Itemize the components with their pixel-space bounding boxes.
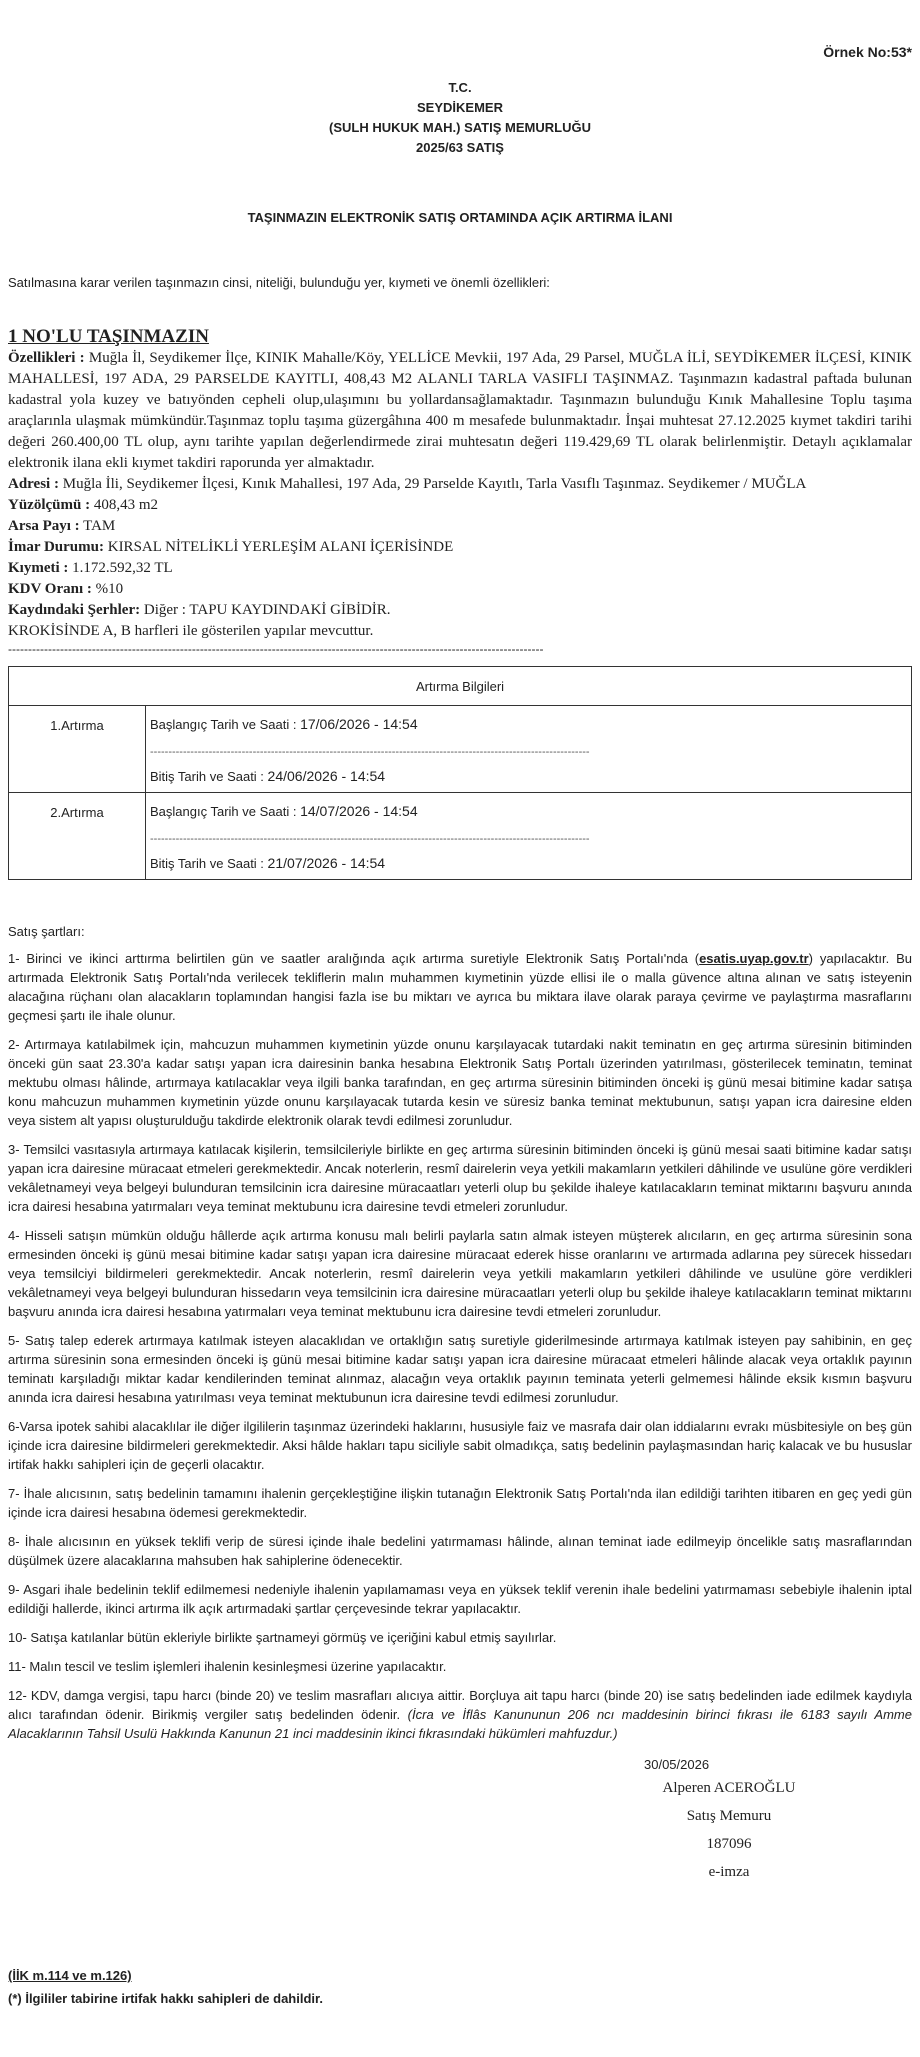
signer-sicil: 187096 bbox=[706, 1836, 752, 1852]
sart-10: 10- Satışa katılanlar bütün ekleriyle birlikte şartnameyi görmüş ve içeriğini kabul etmiş sayılırlar. bbox=[8, 1630, 557, 1645]
sart-6: 6-Varsa ipotek sahibi alacaklılar ile diğer ilgililerin taşınmaz üzerindeki haklarını, hususiyle faiz ve masrafa dair olan iddialarını evrakı müsbitesiyle on beş gün içinde icra dairesine bildirmeleri gerekmektedir. Aksi hâlde hakları tapu siciliyle sabit olmadıkça, satış bedelinin paylaşmasından hariç kalacak ve bu hususlar irtifak hakkı sahipleri için de geçerli olacaktır. bbox=[8, 1419, 912, 1472]
serhler-value: Diğer : TAPU KAYDINDAKİ GİBİDİR. bbox=[143, 602, 391, 618]
ozellikler-paragraph bbox=[8, 348, 912, 474]
sart-9: 9- Asgari ihale bedelinin teklif edilmemesi nedeniyle ihalenin yapılamaması veya en yüksek teklif verenin ihale bedelini yatırmaması sebebiyle ihalenin iptal edildiği hallerde, ikinci artırma ilk açık artırmadaki şartlar çerçevesinde tekrar yapılacaktır. bbox=[8, 1582, 912, 1616]
header-office: (SULH HUKUK MAH.) SATIŞ MEMURLUĞU bbox=[329, 120, 591, 135]
table-row bbox=[9, 793, 912, 880]
signature-date: 30/05/2026 bbox=[644, 1757, 710, 1772]
kdv-label: KDV Oranı : bbox=[8, 581, 92, 597]
document-page bbox=[8, 0, 912, 2006]
adres-line bbox=[8, 474, 912, 495]
serhler-line bbox=[8, 600, 912, 621]
imar-line bbox=[8, 537, 912, 558]
artirma-name: 1.Artırma bbox=[9, 706, 146, 793]
kdv-value: %10 bbox=[95, 581, 124, 597]
arsa-payi-value: TAM bbox=[83, 518, 116, 534]
bitis-row bbox=[150, 855, 907, 871]
baslangic-row bbox=[150, 803, 907, 819]
sart-5: 5- Satış talep ederek artırmaya katılmak isteyen alacaklıdan ve ortaklığın satış suretiyle giderilmesinde artırmaya katılmak isteyen pay sahibinin, en geç artırma süresinin sona ermesinden önceki iş günü mesai bitimine kadar satışı yapan icra dairesine müracaat etmeleri hâlinde alacak veya ortaklık payının teminatı karşıladığı miktar kadar kendilerinden teminat alınmaz, alacağın veya ortaklık payının teminata yeterli gelmemesi hâlinde eksik kısmın başvuru anında icra dairesi hesabına yatırılması veya teminat mektubunun icra dairesine tevdi edilmesi zorunludur. bbox=[8, 1333, 912, 1405]
artirma-name: 2.Artırma bbox=[9, 793, 146, 880]
artirma-table bbox=[8, 666, 912, 880]
ozellikler-text: Muğla İl, Seydikemer İlçe, KINIK Mahalle/Köy, YELLİCE Mevkii, 197 Ada, 29 Parsel, MUĞLA İLİ, SEYDİKEMER İLÇESİ, KINIK MAHALLESİ, 197 ADA, 29 PARSELDE KAYITLI, 408,43 M2 ALANLI TARLA VASIFLI TAŞINMAZ. Taşınmazın kadastral paftada bulunan kadastral yola kuzey ve batıyönden cepheli olup,ulaşımını bu yollardansağlamaktadır. Taşınmazın bulunduğu Kınık Mahallesine Toplu taşıma araçlarınla ulaşmak mümkündür.Taşınmaz toplu taşıma güzergâhına 400 m mesafede bulunmaktadır. İnşai muhtesat 27.12.2025 kıymet takdiri tarihi değeri 260.400,00 TL olup, aynı tarihte yapılan değerlendirmede zirai muhtesatın değeri 119.429,69 TL olarak belirlenmiştir. Detaylı açıklamalar elektronik ilana ekli kıymet takdiri raporunda yer almaktadır. bbox=[8, 350, 913, 471]
footer-reference: (İİK m.114 ve m.126) bbox=[8, 1968, 132, 1983]
header-file-no: 2025/63 SATIŞ bbox=[416, 140, 504, 155]
adres-label: Adresi : bbox=[8, 476, 59, 492]
separator-dashes: -------------------------------------------------------------------------------------------------------------------------------------- bbox=[8, 642, 544, 656]
kiymet-value: 1.172.592,32 TL bbox=[72, 560, 173, 576]
serhler-label: Kaydındaki Şerhler: bbox=[8, 602, 141, 618]
baslangic-value: 14/07/2026 - 14:54 bbox=[300, 803, 418, 819]
e-imza-label: e-imza bbox=[708, 1864, 750, 1880]
row-separator: ------------------------------------------------------------------------------------------------------------------------ bbox=[150, 833, 590, 845]
bitis-value: 24/06/2026 - 14:54 bbox=[267, 768, 386, 784]
sart-8: 8- İhale alıcısının en yüksek teklifi verip de süresi içinde ihale bedelini yatırmaması hâlinde, alınan teminat iade edilmeyip öncelikle satış masraflarından düşülmek üzere alacaklarına mahsuben hak sahiplerine ödenecektir. bbox=[8, 1534, 912, 1568]
ilan-title: TAŞINMAZIN ELEKTRONİK SATIŞ ORTAMINDA AÇIK ARTIRMA İLANI bbox=[247, 210, 673, 225]
baslangic-label: Başlangıç Tarih ve Saati : bbox=[150, 717, 297, 732]
sart-1 bbox=[8, 949, 912, 1025]
ornek-number: Örnek No:53* bbox=[823, 44, 912, 60]
signature-block bbox=[604, 1774, 854, 1886]
yuzolcumu-value: 408,43 m2 bbox=[93, 497, 159, 513]
document-header bbox=[8, 78, 912, 158]
tasinmaz-heading: 1 NO'LU TAŞINMAZIN bbox=[8, 326, 209, 347]
intro-text: Satılmasına karar verilen taşınmazın cinsi, niteliği, bulunduğu yer, kıymeti ve önemli özellikleri: bbox=[8, 275, 550, 290]
signer-title: Satış Memuru bbox=[686, 1808, 772, 1824]
imar-value: KIRSAL NİTELİKLİ YERLEŞİM ALANI İÇERİSİNDE bbox=[107, 539, 454, 555]
esatis-link[interactable]: esatis.uyap.gov.tr bbox=[699, 951, 809, 966]
footer-note: (*) İlgililer tabirine irtifak hakkı sahipleri de dahildir. bbox=[8, 1991, 323, 2006]
ozellikler-label: Özellikleri : bbox=[8, 350, 85, 366]
row-separator: ------------------------------------------------------------------------------------------------------------------------ bbox=[150, 746, 590, 758]
sart-3: 3- Temsilci vasıtasıyla artırmaya katılacak kişilerin, temsilcileriyle birlikte en geç artırma süresinin bitiminden önceki iş günü mesai saati bitimine kadar satışı yapan icra dairesine müracaat etmeleri gerekmektedir. Ancak noterlerin, resmî dairelerin veya yetkili makamların yetkileri dâhilinde ve usulüne göre verdikleri vekâletnameyi veya belgeyi bulunduran temsilcinin icra dairesine müracaatları yeterli olup bu şekilde ihaleye katılacakların teminat miktarını başvuru anında icra dairesi hesabına yatırmaları veya teminat mektubunu icra dairesine tevdi etmeleri zorunludur. bbox=[8, 1142, 912, 1214]
sart-1-post: ) yapılacaktır. Bu artırmada Elektronik Satış Portalı'nda verilecek tekliflerin malın muhammen kıymetinin yüzde ellisi ile o malla güvence altına alınan ve satış isteyenin alacağına rüçhanı olan alacakların toplamından hangisi fazla ise bu miktarı ve ayrıca bu miktara ilave olarak paraya çevirme ve paylaştırma masraflarını geçmesi şartı ile ihale olunur. bbox=[8, 951, 912, 1023]
artirma-table-title: Artırma Bilgileri bbox=[9, 667, 912, 706]
baslangic-label: Başlangıç Tarih ve Saati : bbox=[150, 804, 297, 819]
header-city: SEYDİKEMER bbox=[417, 100, 503, 115]
sart-4: 4- Hisseli satışın mümkün olduğu hâllerde açık artırma konusu malı belirli paylarla satın almak isteyen müşterek alıcıların, en geç artırma süresinin sona ermesinden önceki iş günü mesai bitimine kadar satışı yapan icra dairesine müracaat ederek hisse oranlarını ve artırmada adlarına pey sürecek hissedarı veya temsilciyi bildirmeleri gerekmektedir. Ancak noterlerin, resmî dairelerin veya yetkili makamların yetkileri dâhilinde ve usulüne göre verdikleri vekâletnameyi veya belgeyi bulunduran hissedarın veya temsilcinin icra dairesine müracaatları yeterli olup bu şekilde ihaleye katılacakların teminat miktarını başvuru anında icra dairesi hesabına yatırmaları veya teminat mektubunu icra dairesine tevdi etmeleri zorunludur. bbox=[8, 1228, 912, 1319]
artirma-dates bbox=[146, 793, 912, 880]
kroki-line: KROKİSİNDE A, B harfleri ile gösterilen yapılar mevcuttur. bbox=[8, 623, 374, 639]
sart-2: 2- Artırmaya katılabilmek için, mahcuzun muhammen kıymetinin yüzde onunu karşılayacak tutardaki nakit teminatın en geç artırma süresinin bitiminden önceki gün saat 23.30'a kadar satışı yapan icra dairesinin banka hesabına Elektronik Satış Portalı üzerinden yatırılması, gösterilecek teminatın, teminat mektubu olması hâlinde, artırmaya katılacaklar veya ilgili banka tarafından, en geç artırma süresinin bitiminden önceki iş günü mesai bitimine kadar satışa konu mahcuzun muhammen kıymetinin yüzde onunu karşılayacak tutarda kesin ve süresiz banka teminat mektubunun, satışı yapan icra dairesine elden veya sistem alt yapısı oluşturulduğu takdirde elektronik olarak tevdi edilmesi zorunludur. bbox=[8, 1037, 912, 1128]
sart-7: 7- İhale alıcısının, satış bedelinin tamamını ihalenin gerçekleştiğine ilişkin tutanağın Elektronik Satış Portalı'nda ilan edildiği tarihten itibaren en geç yedi gün içinde icra dairesi hesabına ödemesi gerekmektedir. bbox=[8, 1486, 912, 1520]
table-row bbox=[9, 706, 912, 793]
baslangic-value: 17/06/2026 - 14:54 bbox=[300, 716, 418, 732]
bitis-row bbox=[150, 768, 907, 784]
sart-12 bbox=[8, 1686, 912, 1743]
bitis-label: Bitiş Tarih ve Saati : bbox=[150, 769, 264, 784]
sart-11: 11- Malın tescil ve teslim işlemleri ihalenin kesinleşmesi üzerine yapılacaktır. bbox=[8, 1659, 447, 1674]
artirma-dates bbox=[146, 706, 912, 793]
adres-value: Muğla İli, Seydikemer İlçesi, Kınık Mahallesi, 197 Ada, 29 Parselde Kayıtlı, Tarla Vasıflı Taşınmaz. Seydikemer / MUĞLA bbox=[62, 476, 807, 492]
sart-12-text: 12- KDV, damga vergisi, tapu harcı (binde 20) ve teslim masrafları alıcıya aittir. Borçluya ait tapu harcı (binde 20) ise satış bedelinden iade edilmek kaydıyla alıcı tarafından ödenir. Birikmiş vergiler satış bedelinden ödenir. bbox=[8, 1688, 912, 1722]
arsa-payi-line bbox=[8, 516, 912, 537]
yuzolcumu-line bbox=[8, 495, 912, 516]
imar-label: İmar Durumu: bbox=[8, 539, 104, 555]
satis-sartlari-heading: Satış şartları: bbox=[8, 924, 85, 939]
kiymet-label: Kıymeti : bbox=[8, 560, 69, 576]
bitis-label: Bitiş Tarih ve Saati : bbox=[150, 856, 264, 871]
kiymet-line bbox=[8, 558, 912, 579]
header-tc: T.C. bbox=[448, 80, 472, 95]
arsa-payi-label: Arsa Payı : bbox=[8, 518, 80, 534]
sart-12-italic: (İcra ve İflâs Kanununun 206 ncı maddesinin birinci fıkrası ile 6183 sayılı Amme Alacaklarının Tahsil Usulü Hakkında Kanunun 21 inci maddesinin ikinci fıkrasındaki hükümleri mahfuzdur.) bbox=[8, 1707, 912, 1741]
yuzolcumu-label: Yüzölçümü : bbox=[8, 497, 91, 513]
baslangic-row bbox=[150, 716, 907, 732]
sart-1-pre: 1- Birinci ve ikinci arttırma belirtilen gün ve saatler aralığında açık artırma suretiyle Elektronik Satış Portalı'nda ( bbox=[8, 951, 700, 966]
signer-name: Alperen ACEROĞLU bbox=[662, 1780, 796, 1796]
bitis-value: 21/07/2026 - 14:54 bbox=[267, 855, 386, 871]
kdv-line bbox=[8, 579, 912, 600]
